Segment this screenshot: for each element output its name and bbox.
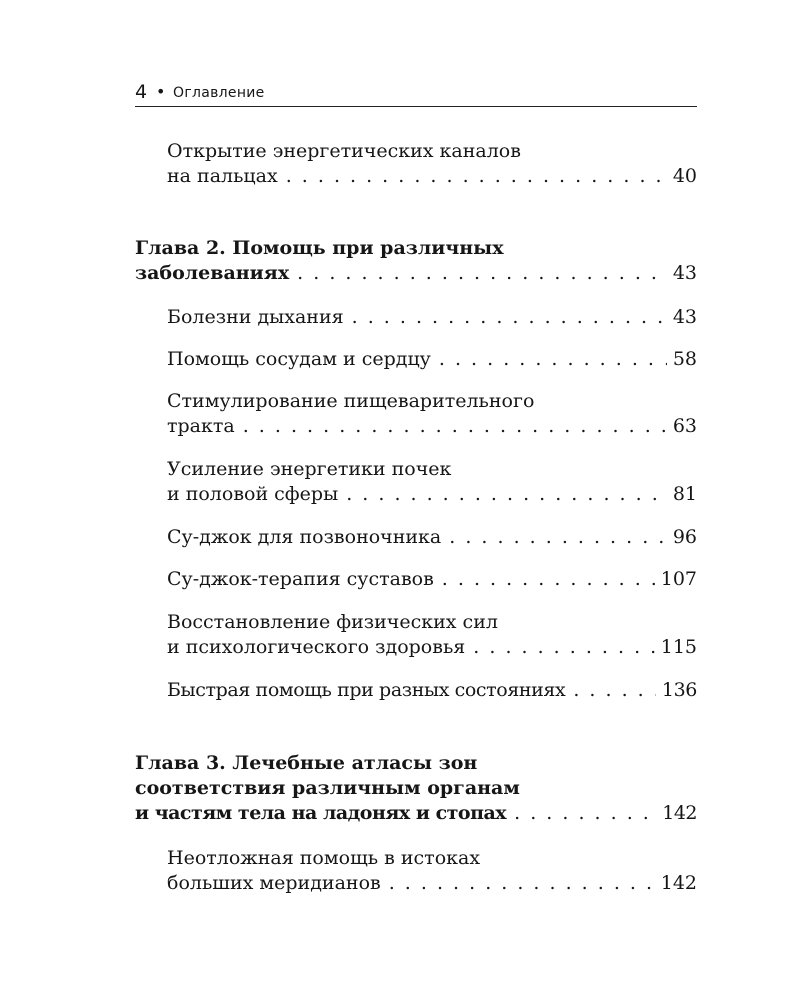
toc-entry-title: Помощь сосудам и сердцу [167,348,431,370]
chapter-heading-line [135,235,697,261]
chapter-title: Глава 2. Помощь при различных [135,237,504,259]
dot-leader [243,413,667,439]
dot-leader [346,481,667,507]
toc-entry-line [167,388,697,414]
dot-leader [573,677,656,703]
toc-entry-title: и психологического здоровья [167,636,466,658]
chapter-heading-line[interactable] [135,800,697,826]
toc-entry-line[interactable] [167,566,697,592]
toc-entry-title: Быстрая помощь при разных состояниях [167,679,566,701]
toc-page-number: 58 [672,348,697,370]
chapter-heading-line [135,750,697,776]
toc-page-number: 136 [661,679,697,701]
chapter-title: и частям тела на ладонях и стопах [135,802,507,824]
dot-leader [297,260,667,286]
toc-entry-title: Стимулирование пищеварительного [167,390,535,412]
dot-leader [449,524,667,550]
toc-entry-line[interactable] [167,524,697,550]
bullet-separator: • [156,82,166,101]
toc-page-number: 63 [672,415,697,437]
toc-entry-title: Открытие энергетических каналов [167,140,521,162]
toc-entry-line[interactable] [167,413,697,439]
toc-entry-title: и половой сферы [167,483,339,505]
dot-leader [473,634,654,660]
chapter-heading-line[interactable] [135,260,697,286]
toc-entry-title: тракта [167,415,235,437]
running-header [135,82,697,104]
toc-entry-line [167,138,697,164]
toc-entry-title: Болезни дыхания [167,306,344,328]
dot-leader [389,870,655,896]
toc-page-number: 96 [672,526,697,548]
toc-entry-line[interactable] [167,677,697,703]
toc-page-number: 107 [660,568,697,590]
dot-leader [286,163,667,189]
toc-entry-line[interactable] [167,870,697,896]
chapter-title: Глава 3. Лечебные атласы зон [135,752,478,774]
toc-entry-line[interactable] [167,634,697,660]
dot-leader [514,800,656,826]
header-rule [135,106,697,107]
toc-page-number: 81 [672,483,697,505]
toc-page-number: 43 [672,306,697,328]
section-title: Оглавление [173,85,265,101]
toc-page-number: 142 [660,872,697,894]
toc-entry-title: на пальцах [167,165,278,187]
toc-entry-line [167,845,697,871]
page-number: 4 [135,81,148,103]
chapter-title: соответствия различным органам [135,777,520,799]
toc-entry-line[interactable] [167,346,697,372]
toc-entry-title: больших меридианов [167,872,381,894]
toc-entry-line[interactable] [167,304,697,330]
toc-entry-title: Неотложная помощь в истоках [167,847,481,869]
toc-entry-title: Су-джок-терапия суставов [167,568,434,590]
dot-leader [352,304,667,330]
chapter-title: заболеваниях [135,262,290,284]
toc-page-number: 115 [660,636,697,658]
chapter-heading-line [135,775,697,801]
dot-leader [439,346,667,372]
toc-page-number: 40 [672,165,697,187]
toc-entry-title: Восстановление физических сил [167,611,498,633]
toc-entry-line [167,609,697,635]
toc-entry-line [167,456,697,482]
toc-entry-title: Су-джок для позвоночника [167,526,442,548]
toc-page-number: 43 [672,262,697,284]
dot-leader [442,566,655,592]
toc-entry-line[interactable] [167,481,697,507]
toc-entry-title: Усиление энергетики почек [167,458,452,480]
toc-entry-line[interactable] [167,163,697,189]
toc-page-number: 142 [662,802,697,824]
